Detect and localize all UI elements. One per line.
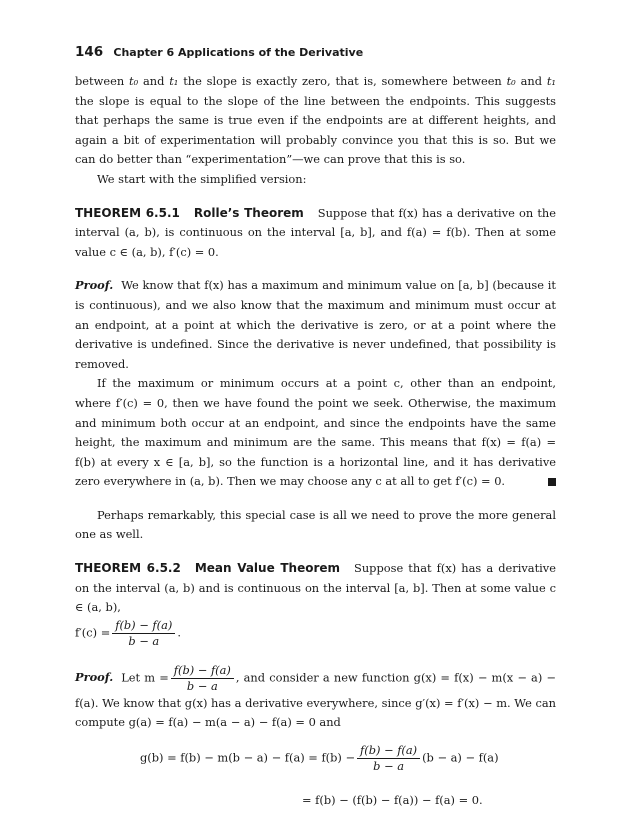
proof-rolle-paragraph-2: If the maximum or minimum occurs at a point c, other than an endpoint, where f′(c) = 0, then we have found the point we seek. Otherwise, the maximum and minimum both occur at an endpoint, and since the endpoints have the same height, the maximum and minimum are the same. This means that f(x) = f(a) = f(b) at every x ∈ [a, b], so the function is a horizontal line, and it has derivative zero everywhere in (a, b). Then we may choose any c at all to get f′(c) = 0. bbox=[75, 376, 556, 489]
transition-paragraph: Perhaps remarkably, this special case is all we need to prove the more general one as well. bbox=[75, 507, 556, 542]
qed-square-icon bbox=[548, 478, 556, 486]
fraction: $\frac{f(b) - f(a)}{b - a}$ bbox=[357, 743, 420, 774]
intro-paragraph-2: We start with the simplified version: bbox=[97, 171, 307, 186]
equation-line-2: = f(b) − (f(b) − f(a)) − f(a) = 0. bbox=[302, 793, 483, 808]
running-header bbox=[75, 44, 555, 60]
theorem-statement: Suppose that f(x) has a derivative on the interval (a, b), is continuous on the interval [a, b], and f(a) = f(b). Then at some value c ∈ (a, b), f′(c) = 0. bbox=[75, 205, 556, 259]
display-equation bbox=[75, 739, 556, 817]
theorem-mvt: THEOREM 6.5.2 Mean Value Theorem Suppose that f(x) has a derivative on the interval (a, b) and is continuous on the interval [a, b]. Then at some value c ∈ (a, b), f′(c) = $\frac{f(b) - f(a)}{b - a}$ . bbox=[75, 561, 556, 648]
page-number: 146 bbox=[75, 44, 104, 60]
equation-line-1: g(b) = f(b) − m(b − a) − f(a) = f(b) − $\frac{f(b) - f(a)}{b - a}$ (b − a) − f(a) bbox=[140, 743, 499, 774]
fraction: $\frac{f(b) - f(a)}{b - a}$ bbox=[112, 618, 175, 649]
theorem-title: Mean Value Theorem bbox=[194, 561, 341, 576]
theorem-label: THEOREM 6.5.2 bbox=[75, 561, 181, 576]
proof-label: Proof. bbox=[75, 670, 114, 685]
proof-label: Proof. bbox=[75, 278, 114, 293]
theorem-rolle bbox=[75, 204, 556, 263]
theorem-title: Rolle’s Theorem bbox=[193, 205, 304, 220]
chapter-title: Chapter 6 Applications of the Derivative bbox=[113, 46, 364, 59]
fraction: $\frac{f(b) - f(a)}{b - a}$ bbox=[171, 663, 234, 694]
intro-paragraph: between t₀ and t₁ the slope is exactly zero, that is, somewhere between t₀ and t₁ the slope is equal to the slope of the line between the endpoints. This suggests that perhaps the same is true even if the endpoints are at different heights, and again a bit of experimentation will probably convince you that this is so. But we can do better than “experimentation”—we can prove that this is so. bbox=[75, 74, 556, 167]
proof-mvt: Proof. Let m = $\frac{f(b) - f(a)}{b - a}$ , and consider a new function g(x) = f(x) − m(x − a) − f(a). We know that g(x) has a derivative everywhere, since g′(x) = f′(x) − m. We can compute g(a) = f(a) − m(a − a) − f(a) = 0 and bbox=[75, 662, 556, 730]
page-body bbox=[75, 72, 556, 817]
proof-rolle: Proof. We know that f(x) has a maximum and minimum value on [a, b] (because it is continuous), and we also know that the maximum and minimum must occur at an endpoint, at a point at which the derivative is zero, or at a point where the derivative is undefined. Since the derivative is never undefined, that possibility is removed. bbox=[75, 278, 556, 371]
theorem-label: THEOREM 6.5.1 bbox=[75, 205, 180, 220]
